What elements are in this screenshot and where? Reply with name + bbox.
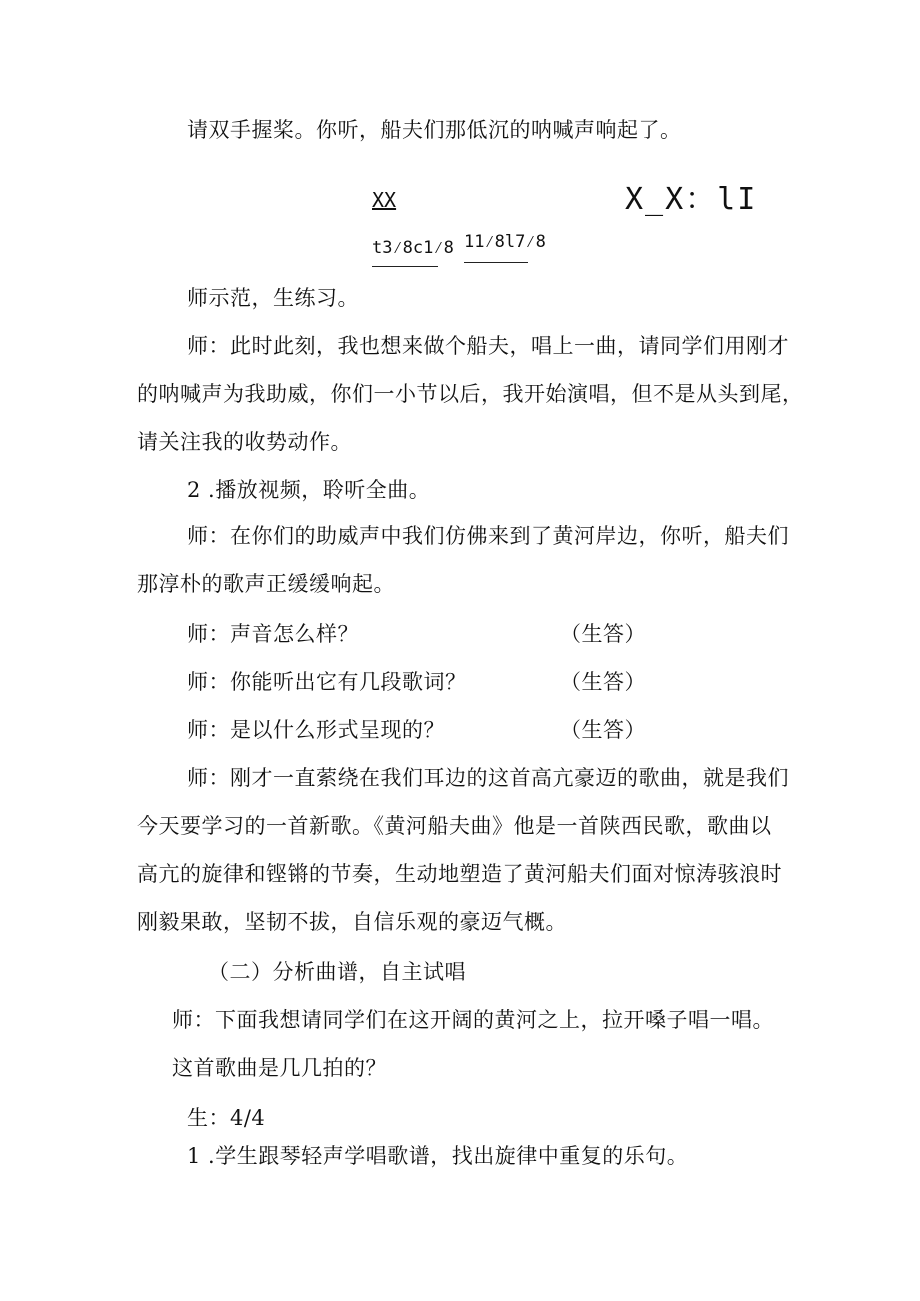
- question-line: 师：声音怎么样？: [187, 622, 359, 646]
- notation-underline: [372, 266, 438, 267]
- paragraph-line: 高亢的旋律和铿锵的节奏，生动地塑造了黄河船夫们面对惊涛骇浪时: [137, 862, 782, 886]
- paragraph-line: 师：此时此刻，我也想来做个船夫，唱上一曲，请同学们用刚才: [187, 334, 789, 358]
- answer-placeholder: （生答）: [560, 622, 646, 646]
- question-line: 师：你能听出它有几段歌词？: [187, 670, 467, 694]
- answer-placeholder: （生答）: [560, 670, 646, 694]
- paragraph-line: 生：4/4: [187, 1106, 266, 1130]
- notation-fragment: t3⁄8c1⁄8: [372, 238, 454, 258]
- question-line: 师：是以什么形式呈现的？: [187, 718, 445, 742]
- list-item: 2 .播放视频，聆听全曲。: [187, 478, 431, 502]
- notation-underline: [464, 262, 528, 263]
- paragraph-line: 师：下面我想请同学们在这开阔的黄河之上，拉开嗓子唱一唱。: [172, 1008, 774, 1032]
- paragraph-line: 师：刚才一直萦绕在我们耳边的这首高亢豪迈的歌曲，就是我们: [187, 766, 789, 790]
- notation-xx: XX: [372, 188, 397, 212]
- answer-placeholder: （生答）: [560, 718, 646, 742]
- paragraph-line: 师示范，生练习。: [187, 286, 359, 310]
- notation-rhythm: X_X：lI: [625, 182, 758, 217]
- paragraph-line: 师：在你们的助威声中我们仿佛来到了黄河岸边，你听，船夫们: [187, 524, 789, 548]
- notation-fragment: 11⁄8l7⁄8: [464, 232, 546, 252]
- section-heading: （二）分析曲谱，自主试唱: [208, 960, 466, 984]
- paragraph-line: 的呐喊声为我助威，你们一小节以后，我开始演唱，但不是从头到尾，: [137, 382, 804, 406]
- paragraph-line: 这首歌曲是几几拍的？: [172, 1056, 387, 1080]
- list-item: 1 .学生跟琴轻声学唱歌谱，找出旋律中重复的乐句。: [187, 1144, 689, 1168]
- paragraph-line: 请双手握桨。你听，船夫们那低沉的呐喊声响起了。: [187, 118, 682, 142]
- paragraph-line: 刚毅果敢，坚韧不拔，自信乐观的豪迈气概。: [137, 910, 567, 934]
- paragraph-line: 请关注我的收势动作。: [137, 430, 352, 454]
- paragraph-line: 那淳朴的歌声正缓缓响起。: [137, 572, 395, 596]
- paragraph-line: 今天要学习的一首新歌。《黄河船夫曲》他是一首陕西民歌，歌曲以: [137, 814, 772, 838]
